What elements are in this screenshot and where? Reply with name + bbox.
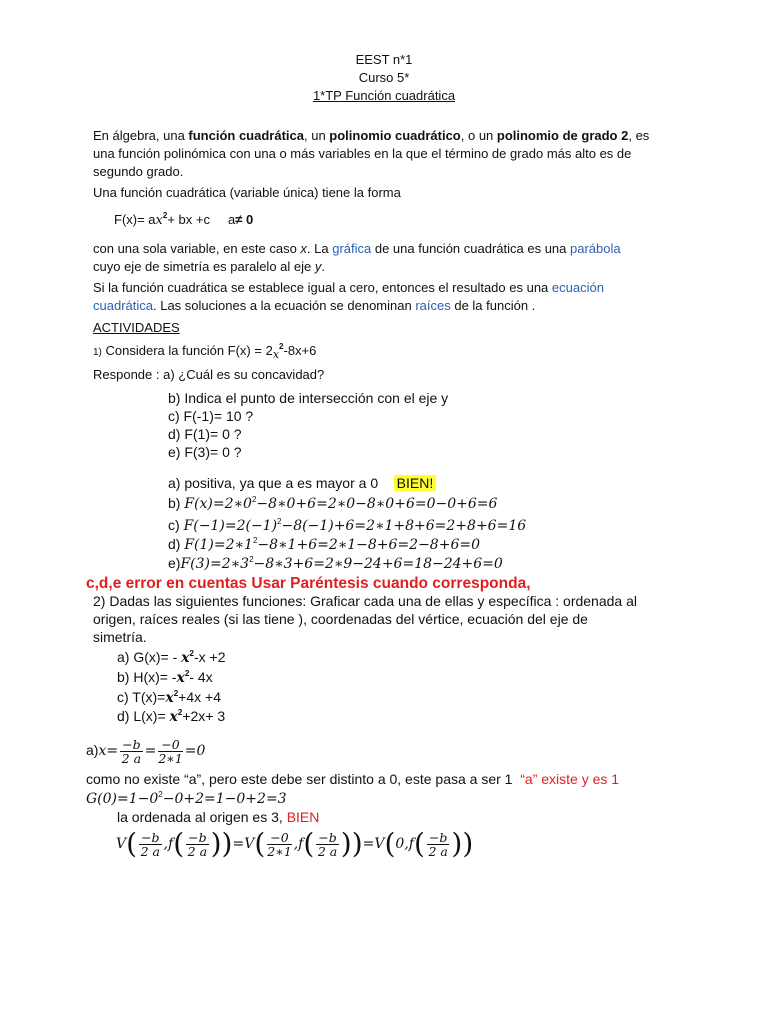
solution-a-axis: a)x= $\frac{-b}{2 a}$ = $\frac{-0}{2∗1}$ =0 [86,737,206,766]
question-2-line-1: 2) Dadas las siguientes funciones: Graficar cada una de ellas y específica : ordenada al [93,593,637,609]
term-funcion-cuadratica: función cuadrática [188,128,304,143]
answer-d: d) $F(1)=2∗1^2-8∗1+6=2∗1-8+6=2-8+6=0$ [168,536,480,553]
intro-roots-line-2: cuadrática. Las soluciones a la ecuación se denominan raíces de la función . [93,298,536,313]
intro-variable-line-2: cuyo eje de simetría es paralelo al eje y. [93,259,325,274]
link-parabola[interactable]: parábola [570,241,621,256]
intro-line-3: segundo grado. [93,164,184,179]
intro-roots-line-1: Si la función cuadrática se establece igual a cero, entonces el resultado es una ecuación [93,280,604,295]
link-raices[interactable]: raíces [415,298,451,313]
form-sentence: Una función cuadrática (variable única) tiene la forma [93,185,401,200]
course-label: Curso 5* [358,70,410,85]
intro-line-2: una función polinómica con una o más variables en la que el término de grado más alto es de [93,146,632,161]
q1-item-c: c) F(-1)= 10 ? [168,408,254,424]
q2-item-c: c) $T(x)=x^2+4x +4$ [117,689,221,706]
school-name: EEST n*1 [355,52,413,67]
q2-item-a: a) $G(x)= - x^2-x +2$ [117,649,226,666]
intro-variable-line-1: con una sola variable, en este caso x. La gráfica de una función cuadrática es una parábola [93,241,621,256]
fraction: $\frac{-b}{2 a}$ [121,737,142,766]
question-2-line-2: origen, raíces reales (si las tiene ), coordenadas del vértice, ecuación del eje de [93,611,588,627]
link-ecuacion-cuadratica-2[interactable]: cuadrática [93,298,153,313]
answer-c: c) $F(-1)=2(-1)^2-8(-1)+6=2∗1+8+6=2+8+6=16$ [168,517,527,534]
solution-ordenada: la ordenada al origen es 3, BIEN [117,809,320,825]
link-grafica[interactable]: gráfica [332,241,372,256]
intro-line-1: En álgebra, una función cuadrática, un polinomio cuadrático, o un polinomio de grado 2, es [93,128,650,143]
term-polinomio-grado-2: polinomio de grado 2 [496,128,629,143]
answer-a: a) positiva, ya que a es mayor a 0 BIEN! [168,474,436,492]
q2-item-b: b) $H(x)= -x^2-$ 4x [117,669,213,686]
q1-item-b: b) Indica el punto de intersección con el eje y [168,390,449,406]
solution-note: como no existe “a”, pero este debe ser distinto a 0, este pasa a ser 1 “a” existe y es 1 [86,771,620,787]
page-title: 1*TP Función cuadrática [312,88,456,103]
answer-e: $e)F(3)=2∗3^2-8∗3+6=2∗9-24+6=18-24+6=0$ [168,555,503,572]
term-polinomio-cuadratico: polinomio cuadrático [329,128,461,143]
teacher-correction: c,d,e error en cuentas Usar Paréntesis cuando corresponda, [86,575,531,592]
activities-heading: ACTIVIDADES [93,320,180,335]
q2-item-d: d) $L(x)= x^2+2x+ 3$ [117,708,226,725]
solution-g0: $G(0)=1-0^2-0+2=1-0+2=3$ [86,790,287,807]
fraction: $\frac{-0}{2∗1}$ [158,737,183,766]
answer-b: b) $F(x)=2∗0^2-8∗0+6=2∗0-8∗0+6=0-0+6=6$ [168,495,498,512]
q1-item-d: d) F(1)= 0 ? [168,426,242,442]
q1-item-e: e) F(3)= 0 ? [168,444,242,460]
status-badge: BIEN! [394,475,437,491]
link-ecuacion-cuadratica[interactable]: ecuación [551,280,604,295]
question-2-line-3: simetría. [93,629,147,645]
question-1-responde: Responde : a) ¿Cuál es su concavidad? [93,367,325,382]
general-formula: $F(x)= ax^2+$ bx +c a≠ 0 [114,211,254,228]
vertex-formula: V( $\frac{-b}{2 a}$ ,f( $\frac{-b}{2 a}$ ))=V( $\frac{-0}{2∗1}$ ,f( $\frac{-b}{2 a}$ ))=V(0,f( $\frac{-b}{2 a}$ )) [116,827,474,860]
question-1: 1) Considera la función $F(x) = 2_x^2-8x+6$ [93,342,317,361]
